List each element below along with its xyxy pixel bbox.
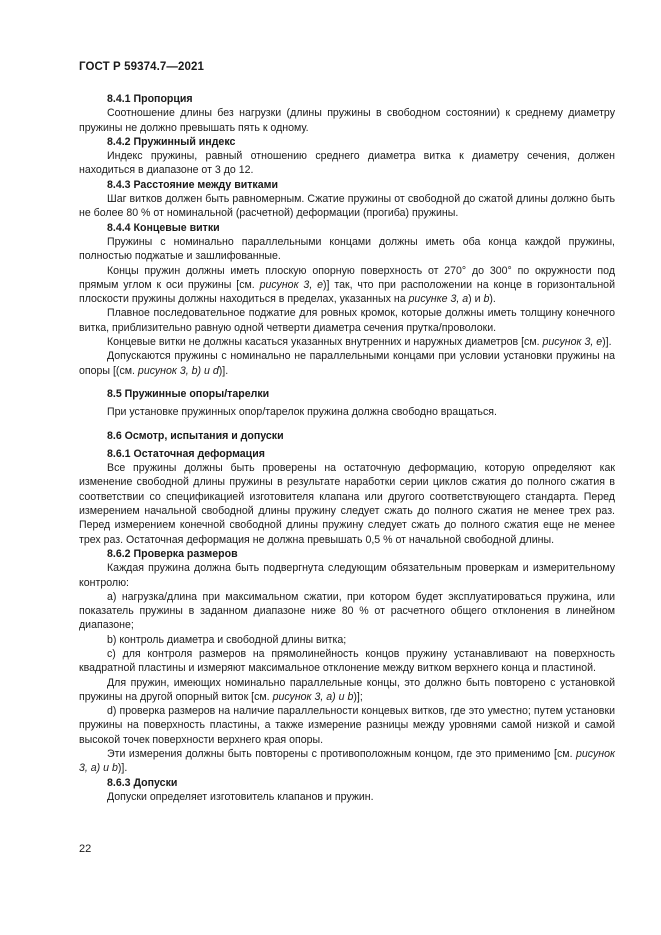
- paragraph: Эти измерения должны быть повторены с противоположным концом, где это применимо [см. рисунок 3, а) и b)].: [79, 748, 615, 775]
- paragraph: Концы пружин должны иметь плоскую опорную поверхность от 270° до 300° по окружности под прямым углом к оси пружины [см. рисунок 3, е)] так, что при расположении на конце в горизонтальной плоскости пружины должны находиться в пределах, указанных на рисунке 3, а) и b).: [79, 264, 615, 306]
- paragraph: Концевые витки не должны касаться указанных внутренних и наружных диаметров [см. рисунок 3, е)].: [107, 336, 612, 349]
- figure-reference: рисунок 3, а) и b: [79, 748, 615, 775]
- paragraph: Шаг витков должен быть равномерным. Сжатие пружины от свободной до сжатой длины должно быть не более 80 % от номинальной (расчетной) деформации (прогиба) пружины.: [79, 193, 615, 220]
- list-item: с) для контроля размеров на прямолинейность концов пружину устанавливают на поверхность квадратной пластины и измеряют максимальное отклонение между витком верхнего конца и пластиной.: [79, 647, 615, 675]
- paragraph: Индекс пружины, равный отношению среднего диаметра витка к диаметру сечения, должен находиться в диапазоне от 3 до 12.: [79, 150, 615, 177]
- section-heading-8-4-2: 8.4.2 Пружинный индекс: [107, 135, 236, 148]
- paragraph: Допуски определяет изготовитель клапанов и пружин.: [107, 790, 374, 803]
- paragraph: Плавное последовательное поджатие для ровных кромок, которые должны иметь толщину конечного витка, приблизительно равную одной четверти диаметра сечения прутка/проволоки.: [79, 307, 615, 334]
- figure-reference: рисунке 3, а: [408, 293, 469, 306]
- section-heading-8-6-1: 8.6.1 Остаточная деформация: [107, 447, 265, 460]
- list-item: b) контроль диаметра и свободной длины витка;: [107, 633, 347, 646]
- section-heading-8-4-3: 8.4.3 Расстояние между витками: [107, 178, 278, 191]
- paragraph: Каждая пружина должна быть подвергнута следующим обязательным проверкам и измерительному контролю:: [79, 562, 615, 589]
- paragraph: Соотношение длины без нагрузки (длины пружины в свободном состоянии) к среднему диаметру пружины не должно превышать пять к одному.: [79, 107, 615, 134]
- figure-reference: рисунок 3, b) и d: [137, 364, 219, 377]
- section-heading-8-6-3: 8.6.3 Допуски: [107, 776, 178, 789]
- paragraph: Все пружины должны быть проверены на остаточную деформацию, которую определяют как изменение свободной длины пружины в результате наработки серии циклов сжатия до полного сжатия в соответствии со спецификацией изготовителя клапана или другого соответствующего стандарта. Перед измерением начальной свободной длины пружину следует сжать до полного сжатия не менее трех раз. Перед измерением конечной свободной длины пружину следует сжать до полного сжатия еще не менее трех раз. Остаточная деформация не должна превышать 0,5 % от начальной свободной длины.: [79, 462, 615, 546]
- figure-reference: b: [483, 293, 490, 306]
- list-item: а) нагрузка/длина при максимальном сжатии, при котором будет эксплуатироваться пружина, или показатель пружины в заданном диапазоне ниже 80 % от расчетного общего отклонения в линейном диапазоне;: [79, 590, 615, 632]
- section-heading-8-6-2: 8.6.2 Проверка размеров: [107, 547, 238, 560]
- section-heading-8-4-1: 8.4.1 Пропорция: [107, 93, 193, 105]
- list-item: d) проверка размеров на наличие параллельности концевых витков, где это уместно; путем установки пружины на поверхность пластины, а также измерение разницы между уровнями самой низкой и самой высокой точек поверхности верхнего края опоры.: [79, 705, 615, 746]
- figure-reference: рисунок 3, е: [542, 336, 603, 349]
- figure-reference: рисунок 3, е: [259, 278, 324, 291]
- document-header: ГОСТ Р 59374.7—2021: [79, 61, 204, 73]
- paragraph: Допускаются пружины с номинально не параллельными концами при условии установки пружины на опоры [(см. рисунок 3, b) и d)].: [79, 350, 615, 377]
- paragraph: Пружины с номинально параллельными концами должны иметь оба конца каждой пружины, полностью поджатые и зашлифованные.: [79, 235, 615, 263]
- document-body: [79, 92, 615, 804]
- section-heading-8-4-4: 8.4.4 Концевые витки: [107, 221, 220, 234]
- figure-reference: рисунок 3, а) и b: [272, 690, 354, 703]
- section-heading-8-6: 8.6 Осмотр, испытания и допуски: [107, 429, 284, 442]
- paragraph: Для пружин, имеющих номинально параллельные концы, это должно быть повторено с установкой пружины на другой опорный виток [см. рисунок 3, а) и b)];: [79, 676, 615, 703]
- page-number: 22: [79, 843, 92, 855]
- paragraph: При установке пружинных опор/тарелок пружина должна свободно вращаться.: [107, 406, 497, 419]
- section-heading-8-5: 8.5 Пружинные опоры/тарелки: [107, 387, 270, 400]
